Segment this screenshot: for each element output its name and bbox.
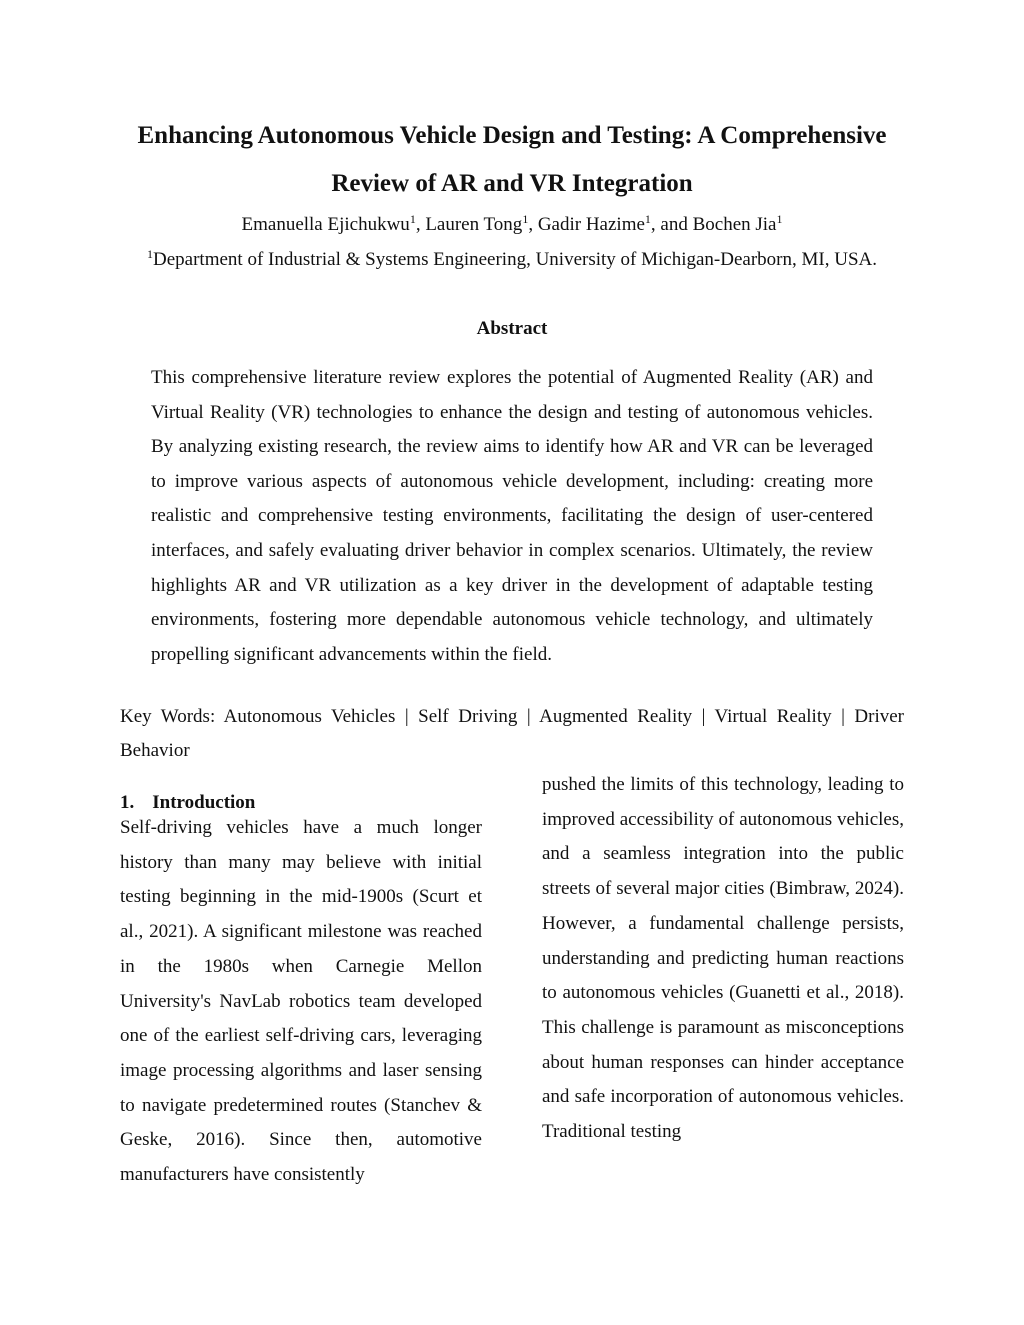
author-separator: , and	[650, 214, 693, 235]
affiliation-marker: 1	[147, 247, 154, 261]
body-left-column: Self-driving vehicles have a much longer history than many may believe with initial testing beginning in the mid-1900s (Scurt et al., 2021). A significant milestone was reached in the 1980s when Carnegie Mellon University's NavLab robotics team developed one of the earliest self-driving cars, leveraging image processing algorithms and laser sensing to navigate predetermined routes (Stanchev & Geske, 2016). Since then, automotive manufacturers have consistently	[120, 817, 482, 1186]
author-list	[60, 210, 964, 240]
author-name: Bochen Jia	[692, 214, 777, 235]
author-name: Lauren Tong	[425, 214, 523, 235]
author-name: Gadir Hazime	[537, 214, 645, 235]
author-affiliation-marker: 1	[776, 212, 783, 226]
section-title: Introduction	[152, 792, 256, 813]
author-separator: ,	[528, 214, 538, 235]
affiliation	[20, 245, 1004, 275]
author-affiliation-marker: 1	[409, 212, 416, 226]
abstract-text: This comprehensive literature review explores the potential of Augmented Reality (AR) and Virtual Reality (VR) technologies to enhance the design and testing of autonomous vehicles. By analyzing existing research, the review aims to identify how AR and VR can be leveraged to improve various aspects of autonomous vehicle development, including: creating more realistic and comprehensive testing environments, facilitating the design of user-centered interfaces, and safely evaluating driver behavior in complex scenarios. Ultimately, the review highlights AR and VR utilization as a key driver in the development of adaptable testing environments, fostering more dependable autonomous vehicle technology, and ultimately propelling significant advancements within the field.	[151, 367, 873, 665]
author-separator: ,	[415, 214, 426, 235]
section-number: 1.	[120, 792, 135, 813]
affiliation-text: Department of Industrial & Systems Engineering, University of Michigan-Dearborn, MI, USA.	[153, 249, 877, 270]
author-affiliation-marker: 1	[522, 212, 529, 226]
body-right-column: pushed the limits of this technology, leading to improved accessibility of autonomous vehicles, and a seamless integration into the public streets of several major cities (Bimbraw, 2024). However, a fundamental challenge persists, understanding and predicting human reactions to autonomous vehicles (Guanetti et al., 2018). This challenge is paramount as misconceptions about human responses can hinder acceptance and safe incorporation of autonomous vehicles. Traditional testing	[542, 774, 904, 1143]
author-name: Emanuella Ejichukwu	[241, 214, 410, 235]
paper-title: Enhancing Autonomous Vehicle Design and Testing: A Comprehensive Review of AR and VR Integration	[137, 122, 887, 197]
author-affiliation-marker: 1	[644, 212, 651, 226]
abstract-heading: Abstract	[476, 318, 548, 339]
keywords: Key Words: Autonomous Vehicles | Self Driving | Augmented Reality | Virtual Reality | Driver Behavior	[120, 706, 904, 761]
